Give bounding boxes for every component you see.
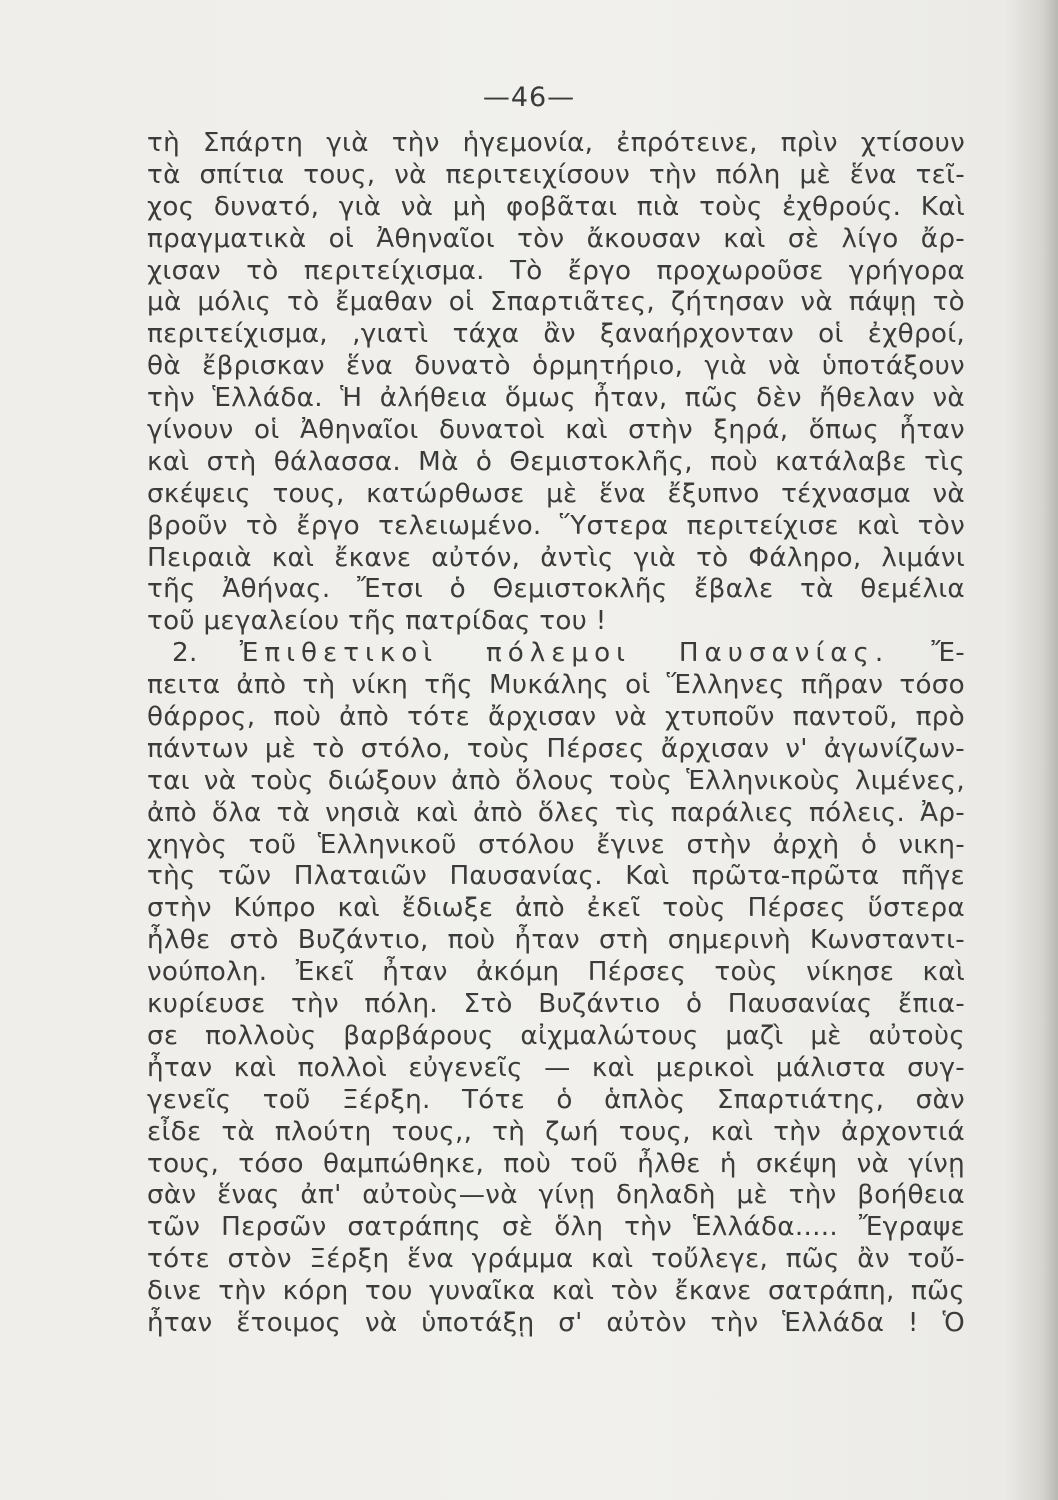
text-line: πάντων μὲ τὸ στόλο, τοὺς Πέρσες ἄρχισαν ν' ἀγωνίζων- <box>147 733 965 764</box>
text-line: χηγὸς τοῦ Ἑλληνικοῦ στόλου ἔγινε στὴν ἀρχὴ ὁ νικη- <box>147 829 965 860</box>
text-line: ται νὰ τοὺς διώξουν ἀπὸ ὅλους τοὺς Ἑλληνικοὺς λιμένες, <box>147 765 965 796</box>
section-number: 2. <box>172 638 198 669</box>
text-line: ἦταν καὶ πολλοὶ εὐγενεῖς — καὶ μερικοὶ μάλιστα συγ- <box>147 1052 965 1083</box>
text-line: κυρίευσε τὴν πόλη. Στὸ Βυζάντιο ὁ Παυσανίας ἔπια- <box>147 989 965 1020</box>
section-heading-line <box>147 638 965 670</box>
text-line: Ἔ- <box>931 638 966 669</box>
text-line: νούπολη. Ἐκεῖ ἦταν ἀκόμη Πέρσες τοὺς νίκησε καὶ <box>147 957 965 988</box>
text-line: τοῦ μεγαλείου τῆς πατρίδας του ! <box>147 606 607 637</box>
text-line: δινε τὴν κόρη του γυναῖκα καὶ τὸν ἔκανε σατράπη, πῶς <box>147 1276 965 1307</box>
text-line: τὴ Σπάρτη γιὰ τὴν ἡγεμονία, ἐπρότεινε, πρὶν χτίσουν <box>147 128 965 158</box>
text-line: σε πολλοὺς βαρβάρους αἰχμαλώτους μαζὶ μὲ αὐτοὺς <box>147 1020 965 1051</box>
text-line: στὴν Κύπρο καὶ ἔδιωξε ἀπὸ ἐκεῖ τοὺς Πέρσες ὕστερα <box>147 893 965 924</box>
text-line: ἦλθε στὸ Βυζάντιο, ποὺ ἦταν στὴ σημερινὴ Κωνσταντι- <box>147 925 965 956</box>
text-line: τὴν Ἑλλάδα. Ἡ ἀλήθεια ὅμως ἦταν, πῶς δὲν ἤθελαν νὰ <box>147 383 965 414</box>
text-line: τὰ σπίτια τους, νὰ περιτειχίσουν τὴν πόλη μὲ ἕνα τεῖ- <box>147 159 965 190</box>
text-line: εἶδε τὰ πλούτη τους,, τὴ ζωή τους, καὶ τὴν ἀρχοντιά <box>147 1116 965 1147</box>
page-edge-shadow <box>1044 0 1058 1500</box>
text-line: τῶν Περσῶν σατράπης σὲ ὅλη τὴν Ἑλλάδα..... Ἔγραψε <box>147 1212 965 1243</box>
text-line: γίνουν οἱ Ἀθηναῖοι δυνατοὶ καὶ στὴν ξηρά, ὅπως ἦταν <box>147 415 965 446</box>
text-line: χισαν τὸ περιτείχισμα. Τὸ ἔργο προχωροῦσε γρήγορα <box>147 255 965 286</box>
text-line: μὰ μόλις τὸ ἔμαθαν οἱ Σπαρτιᾶτες, ζήτησαν νὰ πάψῃ τὸ <box>147 287 965 318</box>
text-line: τῆς Ἀθήνας. Ἔτσι ὁ Θεμιστοκλῆς ἔβαλε τὰ θεμέλια <box>147 574 965 605</box>
text-line: Πειραιὰ καὶ ἔκανε αὐτόν, ἀντὶς γιὰ τὸ Φάληρο, λιμάνι <box>147 542 965 573</box>
text-line: γενεῖς τοῦ Ξέρξη. Τότε ὁ ἁπλὸς Σπαρτιάτης, σὰν <box>147 1084 965 1115</box>
body-text <box>147 128 965 1340</box>
text-line: ἀπὸ ὅλα τὰ νησιὰ καὶ ἀπὸ ὅλες τὶς παράλιες πόλεις. Ἀρ- <box>147 797 965 828</box>
text-line: τὴς τῶν Πλαταιῶν Παυσανίας. Καὶ πρῶτα-πρῶτα πῆγε <box>147 861 965 892</box>
text-line: πειτα ἀπὸ τὴ νίκη τῆς Μυκάλης οἱ Ἕλληνες πῆραν τόσο <box>147 670 965 701</box>
text-line: τότε στὸν Ξέρξη ἕνα γράμμα καὶ τοὔλεγε, πῶς ἂν τοὔ- <box>147 1244 965 1275</box>
page-number: —46— <box>482 82 576 113</box>
text-line: βροῦν τὸ ἔργο τελειωμένο. Ὕστερα περιτείχισε καὶ τὸν <box>147 510 965 541</box>
text-line: θάρρος, ποὺ ἀπὸ τότε ἄρχισαν νὰ χτυποῦν παντοῦ, πρὸ <box>147 702 965 733</box>
text-line: καὶ στὴ θάλασσα. Μὰ ὁ Θεμιστοκλῆς, ποὺ κατάλαβε τὶς <box>147 446 965 477</box>
text-line: χος δυνατό, γιὰ νὰ μὴ φοβᾶται πιὰ τοὺς ἐχθρούς. Καὶ <box>147 191 965 222</box>
text-line: σκέψεις τους, κατώρθωσε μὲ ἕνα ἔξυπνο τέχνασμα νὰ <box>147 478 965 509</box>
text-line: θὰ ἔβρισκαν ἕνα δυνατὸ ὁρμητήριο, γιὰ νὰ ὑποτάξουν <box>147 351 965 382</box>
text-line: τους, τόσο θαμπώθηκε, ποὺ τοῦ ἦλθε ἡ σκέψη νὰ γίνῃ <box>147 1148 965 1179</box>
text-line: ἦταν ἕτοιμος νὰ ὑποτάξῃ σ' αὐτὸν τὴν Ἑλλάδα ! Ὁ <box>147 1307 965 1338</box>
text-line: περιτείχισμα, ,γιατὶ τάχα ἂν ξαναήρχονταν οἱ ἐχθροί, <box>147 319 965 350</box>
text-line: σὰν ἕνας ἀπ' αὐτοὺς—νὰ γίνῃ δηλαδὴ μὲ τὴν βοήθεια <box>147 1180 965 1211</box>
section-title: Ἐπιθετικοὶ πόλεμοι Παυσανίας. <box>239 638 890 669</box>
text-line: πραγματικὰ οἱ Ἀθηναῖοι τὸν ἄκουσαν καὶ σὲ λίγο ἄρ- <box>147 223 965 254</box>
